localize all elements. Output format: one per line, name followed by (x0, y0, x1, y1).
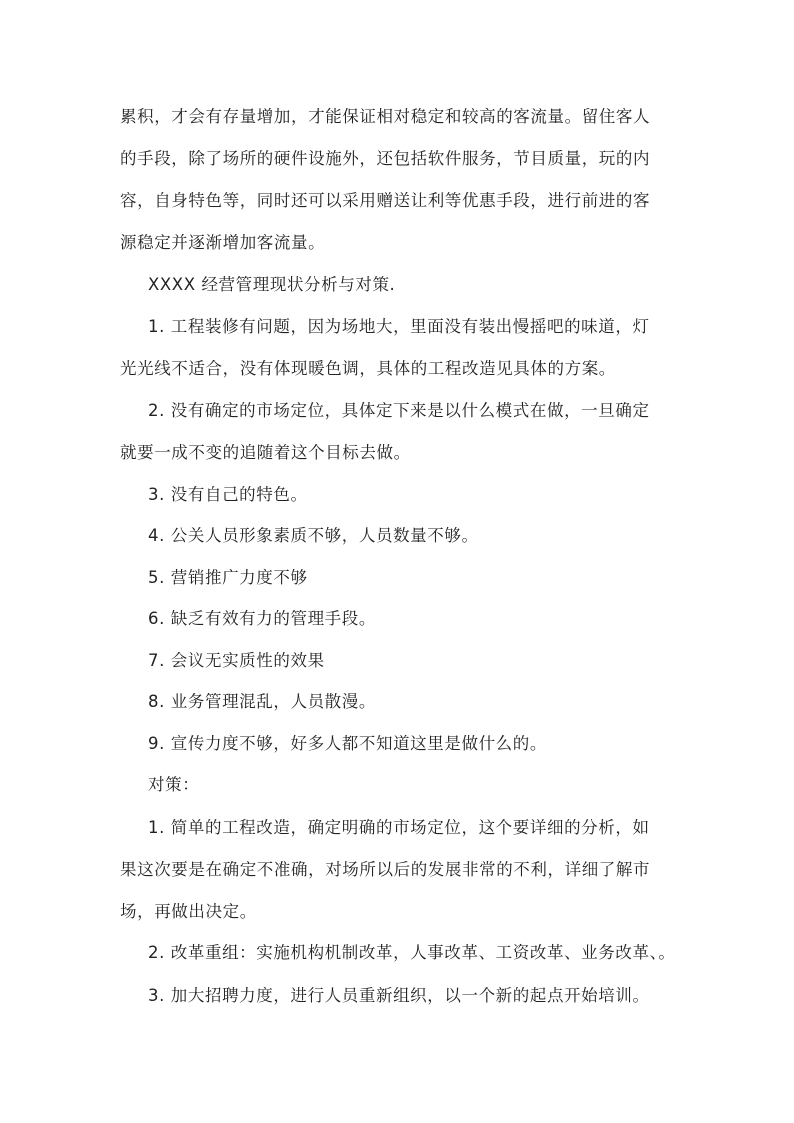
text-line: 6. 缺乏有效有力的管理手段。 (148, 609, 376, 628)
text-line: 3. 没有自己的特色。 (148, 485, 308, 504)
section-heading: XXXX 经营管理现状分析与对策. (148, 275, 396, 294)
text-line: 就要一成不变的追随着这个目标去做。 (120, 443, 411, 462)
text-line: 1. 简单的工程改造，确定明确的市场定位，这个要详细的分析，如 (148, 818, 650, 837)
text-line: 光光线不适合，没有体现暖色调，具体的工程改造见具体的方案。 (120, 359, 616, 378)
text-line: 源稳定并逐渐增加客流量。 (120, 233, 326, 252)
text-line: 的手段，除了场所的硬件设施外，还包括软件服务，节目质量，玩的内 (120, 149, 651, 168)
text-line: 2. 没有确定的市场定位，具体定下来是以什么模式在做，一旦确定 (148, 401, 650, 420)
text-line: 8. 业务管理混乱，人员散漫。 (148, 692, 376, 711)
text-line: 2. 改革重组：实施机构机制改革，人事改革、工资改革、业务改革、。 (148, 943, 676, 962)
text-line: 3. 加大招聘力度，进行人员重新组织，以一个新的起点开始培训。 (148, 986, 650, 1005)
text-line: 4. 公关人员形象素质不够，人员数量不够。 (148, 526, 479, 545)
text-line: 5. 营销推广力度不够 (148, 568, 308, 587)
text-line: 累积，才会有存量增加，才能保证相对稳定和较高的客流量。留住客人 (120, 107, 651, 126)
section-heading: 对策： (148, 775, 200, 794)
text-line: 7. 会议无实质性的效果 (148, 651, 325, 670)
text-line: 容，自身特色等，同时还可以采用赠送让利等优惠手段，进行前进的客 (120, 191, 651, 210)
text-line: 果这次要是在确定不准确，对场所以后的发展非常的不利，详细了解市 (120, 860, 651, 879)
text-line: 1. 工程装修有问题，因为场地大，里面没有装出慢摇吧的味道，灯 (148, 317, 650, 336)
text-line: 9. 宣传力度不够，好多人都不知道这里是做什么的。 (148, 734, 547, 753)
text-line: 场，再做出决定。 (120, 902, 257, 921)
